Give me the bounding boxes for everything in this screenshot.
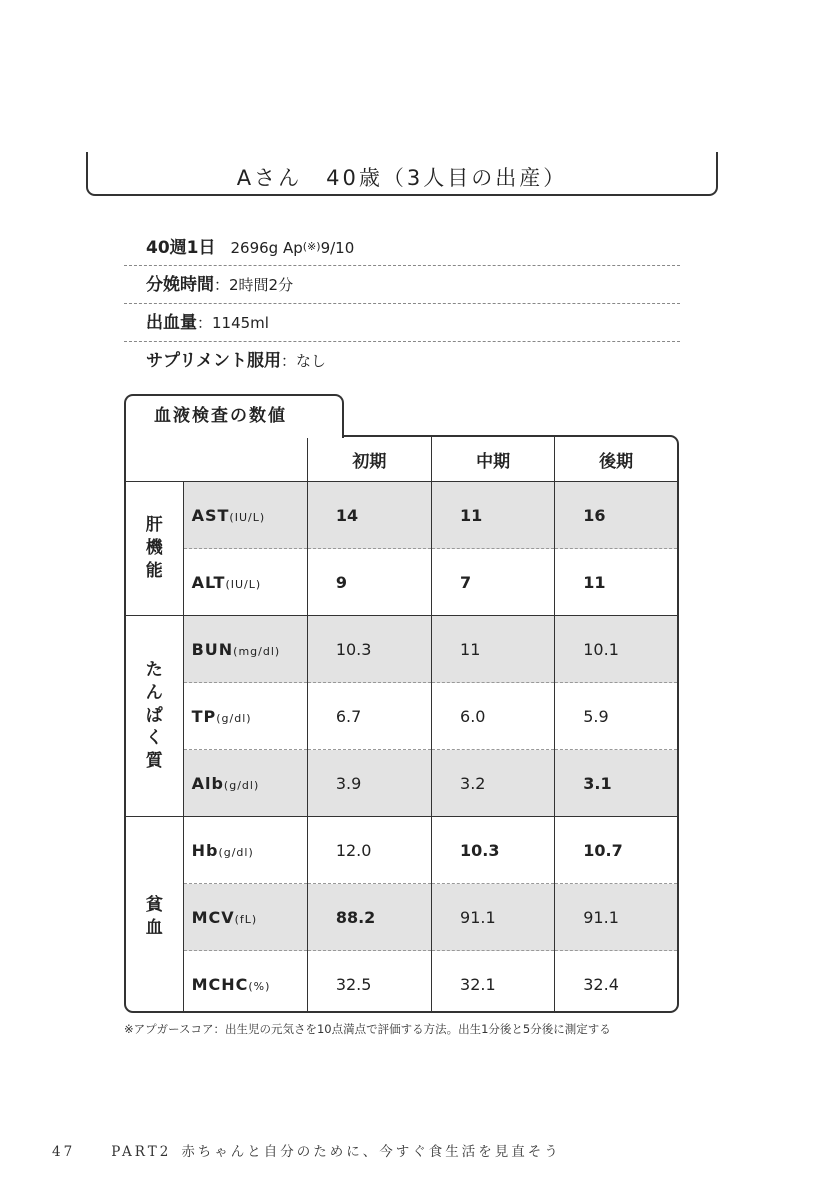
chapter-title: 赤ちゃんと自分のために、今すぐ食生活を見直そう: [181, 1144, 561, 1160]
info-label: 出血量: [146, 313, 197, 333]
table-tab-label: 血液検査の数値: [124, 394, 344, 438]
table-row: [126, 482, 677, 549]
value-cell: 11: [555, 549, 677, 616]
blood-test-table: [124, 435, 679, 1013]
title-box: [86, 152, 718, 196]
value-cell: 9: [307, 549, 431, 616]
value-cell: 3.2: [432, 750, 555, 817]
value-cell: 16: [555, 482, 677, 549]
value-cell: 6.7: [307, 683, 431, 750]
info-row-blood-loss: [124, 304, 680, 342]
value-cell: 3.9: [307, 750, 431, 817]
value-cell: 11: [432, 482, 555, 549]
part-label: PART2: [111, 1144, 172, 1160]
table-row: [126, 750, 677, 817]
value-cell: 32.1: [432, 951, 555, 1014]
column-header: 後期: [555, 437, 677, 482]
table-row: [126, 616, 677, 683]
column-header: 中期: [432, 437, 555, 482]
table-header-row: [126, 437, 677, 482]
info-value: ：2時間2分: [214, 276, 294, 294]
param-cell: Alb(g/dl): [183, 750, 307, 817]
value-cell: 10.3: [432, 817, 555, 884]
value-cell: 5.9: [555, 683, 677, 750]
category-cell: 肝機能: [126, 482, 183, 616]
value-cell: 12.0: [307, 817, 431, 884]
value-cell: 14: [307, 482, 431, 549]
table-row: [126, 683, 677, 750]
page-number: 47: [52, 1144, 76, 1160]
page-footer: [52, 1140, 561, 1160]
table-row: [126, 951, 677, 1014]
value-cell: 88.2: [307, 884, 431, 951]
value-cell: 3.1: [555, 750, 677, 817]
param-cell: Hb(g/dl): [183, 817, 307, 884]
table-row: [126, 817, 677, 884]
table-row: [126, 884, 677, 951]
param-cell: AST(IU/L): [183, 482, 307, 549]
footnote: ※アプガースコア：出生児の元気さを10点満点で評価する方法。出生1分後と5分後に測定する: [124, 1022, 611, 1036]
category-cell: 貧血: [126, 817, 183, 1014]
value-cell: 91.1: [432, 884, 555, 951]
param-cell: TP(g/dl): [183, 683, 307, 750]
param-cell: MCHC(%): [183, 951, 307, 1014]
info-row-supplement: [124, 342, 680, 380]
value-cell: 32.4: [555, 951, 677, 1014]
info-row-delivery-time: [124, 266, 680, 304]
column-header: 初期: [307, 437, 431, 482]
param-cell: BUN(mg/dl): [183, 616, 307, 683]
info-value: 2696g Ap: [215, 239, 303, 257]
category-cell: たんぱく質: [126, 616, 183, 817]
value-cell: 6.0: [432, 683, 555, 750]
info-value-tail: 9/10: [320, 239, 355, 257]
value-cell: 32.5: [307, 951, 431, 1014]
header-blank: [126, 437, 307, 482]
info-row-gestation: [124, 228, 680, 266]
value-cell: 10.1: [555, 616, 677, 683]
info-label: 40週1日: [146, 238, 216, 258]
value-cell: 10.3: [307, 616, 431, 683]
value-cell: 10.7: [555, 817, 677, 884]
value-cell: 11: [432, 616, 555, 683]
info-value: ：1145ml: [197, 314, 269, 332]
value-cell: 91.1: [555, 884, 677, 951]
table-row: [126, 549, 677, 616]
param-cell: ALT(IU/L): [183, 549, 307, 616]
info-value: ：なし: [280, 352, 326, 370]
info-note: (※): [302, 240, 321, 253]
info-label: 分娩時間: [146, 275, 214, 295]
info-label: サプリメント服用: [146, 351, 281, 371]
param-cell: MCV(fL): [183, 884, 307, 951]
page-title: Aさん 40歳（3人目の出産）: [236, 166, 568, 190]
value-cell: 7: [432, 549, 555, 616]
